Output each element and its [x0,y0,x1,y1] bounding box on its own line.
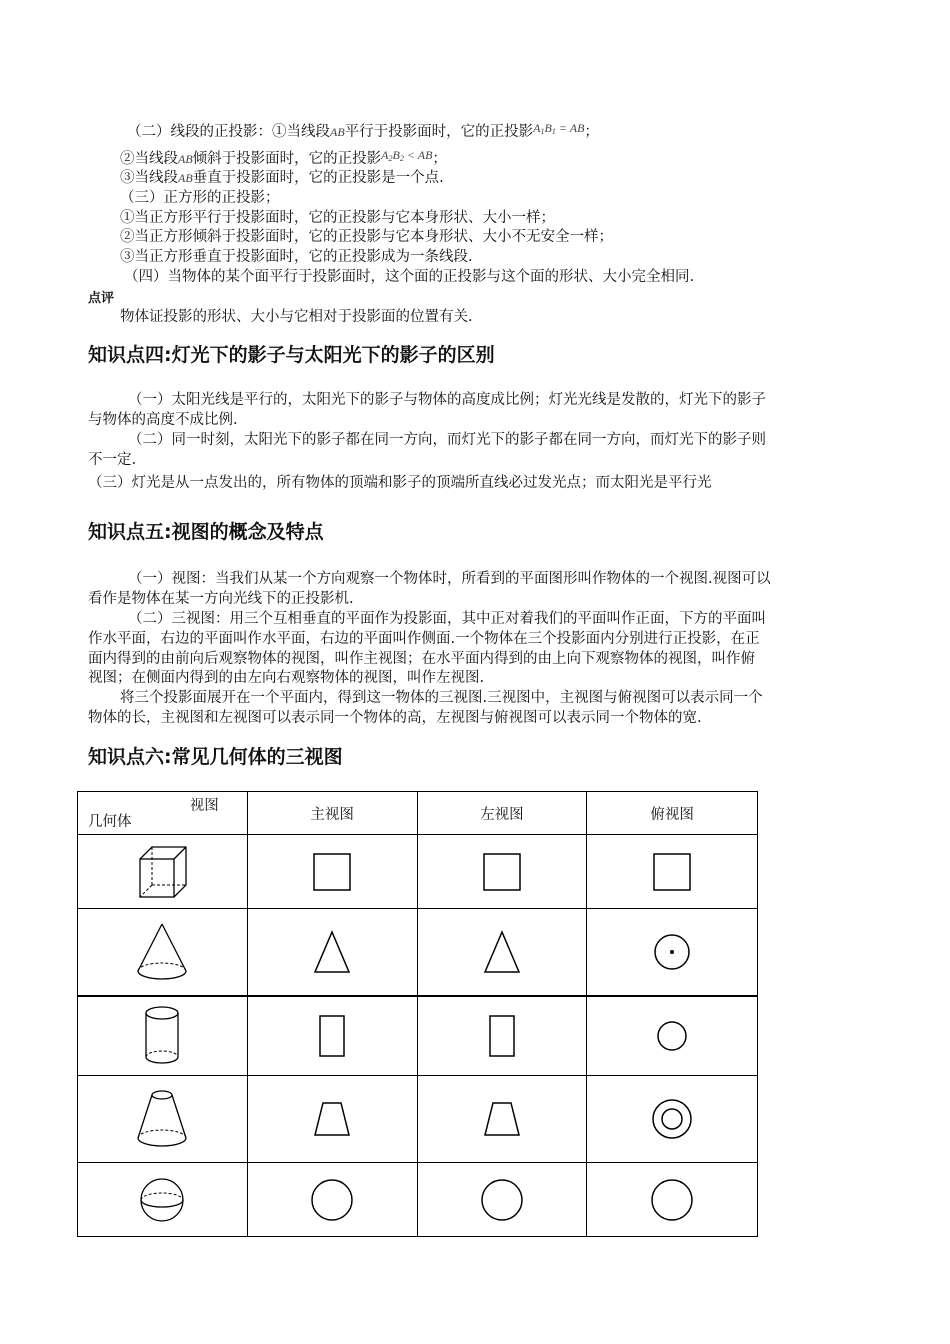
cube-icon [132,841,192,903]
section-5-p2-line2: 作水平面，右边的平面叫作水平面，右边的平面叫作侧面.一个物体在三个投影面内分别进行正投影，在正 [88,631,760,647]
cylinder-icon [140,1004,184,1068]
trapezoid-icon [312,1101,352,1137]
left-view-cell [417,996,587,1076]
front-view-cell [247,1076,417,1163]
front-view-cell [247,909,417,997]
table-row [78,1076,758,1163]
section-4-p2-line1: （二）同一时刻，太阳光下的影子都在同一方向，而灯光下的影子都在同一方向，而灯光下的影子则 [128,432,766,448]
circle-icon [655,1019,689,1053]
section-6-title: 知识点六:常见几何体的三视图 [88,746,343,768]
section-5-p1-line2: 看作是物体在某一方向光线下的正投影机. [88,591,354,607]
circle-icon [649,1177,695,1223]
left-view-cell [417,1163,587,1237]
rectangle-icon [487,1014,517,1058]
left-view-cell [417,1076,587,1163]
comment-text: 物体证投影的形状、大小与它相对于投影面的位置有关. [120,309,473,325]
section-5-p2-line3: 面内得到的由前向后观察物体的视图，叫作主视图；在水平面内得到的由上向下观察物体的视图，叫作俯 [88,651,755,667]
table-corner-cell [78,792,248,835]
text: 倾斜于投影面时，它的正投影 [192,151,382,167]
header-left-view: 左视图 [417,792,587,835]
section-4-p1-line1: （一）太阳光线是平行的，太阳光下的影子与物体的高度成比例；灯光光线是发散的，灯光下的影子 [128,392,766,408]
section-4-title: 知识点四:灯光下的影子与太阳光下的影子的区别 [88,344,495,366]
front-view-cell [247,835,417,909]
section-5-title: 知识点五:视图的概念及特点 [88,521,324,543]
corner-label-view: 视图 [189,798,219,814]
left-view-cell [417,909,587,997]
section-5-p3-line1: 将三个投影面展开在一个平面内，得到这一物体的三视图.三视图中，主视图与俯视图可以表示同一个 [120,690,763,706]
section-4-p2-line2: 不一定. [88,452,137,468]
section-5-p2-line4: 视图；在侧面内得到的由左向右观察物体的视图，叫作左视图. [88,670,485,686]
parallel-face-paragraph: （四）当物体的某个面平行于投影面时，这个面的正投影与这个面的形状、大小完全相同. [124,269,695,285]
table-row [78,909,758,997]
comment-label: 点评 [88,291,115,306]
solid-cell [78,1163,248,1237]
circle-icon [479,1177,525,1223]
math-ab: AB [178,171,193,185]
solid-cell [78,835,248,909]
circle-with-center-dot-icon [652,932,692,972]
text: （二）线段的正投影：①当线段 [127,124,330,140]
section-5-p1-line1: （一）视图：当我们从某一个方向观察一个物体时，所看到的平面图形叫作物体的一个视图.视图可以 [128,571,771,587]
math-ab: AB [330,125,345,139]
text: ③当线段 [120,170,178,186]
triangle-icon [312,930,352,974]
text: 平行于投影面时，它的正投影 [344,124,534,140]
cone-icon [135,921,189,983]
triangle-icon [482,930,522,974]
top-view-cell [587,1163,758,1237]
table-header-row [78,792,758,835]
square-icon [482,852,522,892]
text: ； [432,151,447,167]
square-projection-item-1: ①当正方形平行于投影面时，它的正投影与它本身形状、大小一样； [120,210,555,226]
front-view-cell [247,1163,417,1237]
three-views-table [77,791,758,1237]
front-view-cell [247,996,417,1076]
sphere-icon [138,1176,186,1224]
table-row [78,835,758,909]
top-view-cell [587,1076,758,1163]
solid-cell [78,996,248,1076]
corner-label-solid: 几何体 [88,814,132,830]
square-projection-item-2: ②当正方形倾斜于投影面时，它的正投影与它本身形状、大小不无安全一样； [120,229,613,245]
text: ②当线段 [120,151,178,167]
square-icon [312,852,352,892]
rectangle-icon [317,1014,347,1058]
math-equation-1: A1B1 = AB [533,121,585,136]
square-projection-title: （三）正方形的正投影； [120,190,280,206]
text: 垂直于投影面时，它的正投影是一个点. [192,170,444,186]
math-equation-2: A2B2 < AB [381,148,433,163]
top-view-cell [587,909,758,997]
square-projection-item-3: ③当正方形垂直于投影面时，它的正投影成为一条线段. [120,249,473,265]
trapezoid-icon [482,1101,522,1137]
segment-projection-line [127,119,599,141]
segment-oblique-line [120,146,447,168]
frustum-icon [134,1086,190,1152]
section-5-p3-line2: 物体的长，主视图和左视图可以表示同一个物体的高，左视图与俯视图可以表示同一个物体的宽. [88,710,702,726]
table-row [78,996,758,1076]
table-row [78,1163,758,1237]
top-view-cell [587,996,758,1076]
section-5-p2-line1: （二）三视图：用三个互相垂直的平面作为投影面，其中正对着我们的平面叫作正面，下方的平面叫 [128,611,766,627]
section-4-p1-line2: 与物体的高度不成比例. [88,412,238,428]
square-icon [652,852,692,892]
concentric-circles-icon [650,1097,694,1141]
text: ； [584,124,599,140]
solid-cell [78,909,248,997]
section-4-p3: （三）灯光是从一点发出的，所有物体的顶端和影子的顶端所直线必过发光点；而太阳光是平行光 [88,475,712,491]
segment-perpendicular-line [120,169,444,187]
top-view-cell [587,835,758,909]
header-top-view: 俯视图 [587,792,758,835]
math-ab: AB [178,152,193,166]
circle-icon [309,1177,355,1223]
left-view-cell [417,835,587,909]
header-front-view: 主视图 [247,792,417,835]
solid-cell [78,1076,248,1163]
